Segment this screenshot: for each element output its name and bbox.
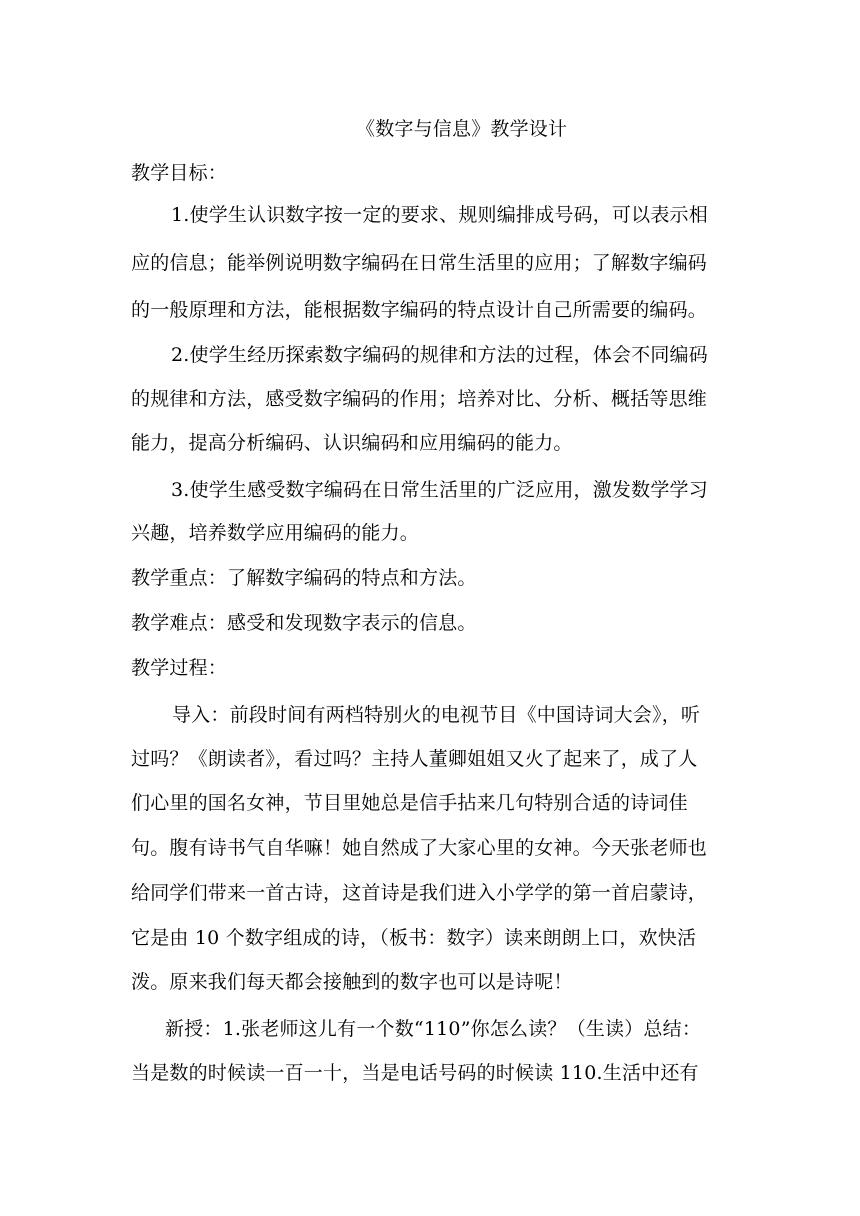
intro-line-2: 过吗？《朗读者》，看过吗？主持人董卿姐姐又火了起来了，成了人	[131, 748, 698, 770]
objective-2-line-1: 2.使学生经历探索数字编码的规律和方法的过程，体会不同编码	[171, 344, 708, 366]
new-lesson-line-1: 新授：1.张老师这儿有一个数“110”你怎么读？（生读）总结：	[165, 1018, 702, 1040]
intro-line-7: 泼。原来我们每天都会接触到的数字也可以是诗呢！	[131, 971, 573, 993]
process-heading: 教学过程：	[131, 657, 228, 679]
objective-3-line-1: 3.使学生感受数字编码在日常生活里的广泛应用，激发数学学习	[171, 479, 708, 501]
objective-2-line-2: 的规律和方法，感受数字编码的作用；培养对比、分析、概括等思维	[131, 388, 708, 410]
new-lesson-line-2: 当是数的时候读一百一十，当是电话号码的时候读 110.生活中还有	[131, 1062, 699, 1084]
objective-1-line-1: 1.使学生认识数字按一定的要求、规则编排成号码，可以表示相	[171, 204, 708, 226]
difficulty: 教学难点：感受和发现数字表示的信息。	[131, 612, 477, 634]
objective-3-line-2: 兴趣，培养数学应用编码的能力。	[131, 522, 420, 544]
intro-line-4: 句。腹有诗书气自华嘛！她自然成了大家心里的女神。今天张老师也	[131, 837, 708, 859]
intro-line-5: 给同学们带来一首古诗，这首诗是我们进入小学学的第一首启蒙诗，	[131, 882, 708, 904]
document-title: 《数字与信息》教学设计	[356, 118, 568, 140]
intro-line-3: 们心里的国名女神，节目里她总是信手拈来几句特别合适的诗词佳	[131, 792, 688, 814]
objectives-heading: 教学目标：	[131, 162, 228, 184]
key-point: 教学重点：了解数字编码的特点和方法。	[131, 567, 477, 589]
intro-line-6: 它是由 10 个数字组成的诗，（板书：数字）读来朗朗上口，欢快活	[131, 927, 697, 949]
objective-1-line-2: 应的信息；能举例说明数字编码在日常生活里的应用；了解数字编码	[131, 252, 708, 274]
intro-line-1: 导入：前段时间有两档特别火的电视节目《中国诗词大会》，听	[172, 704, 701, 726]
objective-1-line-3: 的一般原理和方法，能根据数字编码的特点设计自己所需要的编码。	[131, 299, 708, 321]
objective-2-line-3: 能力，提高分析编码、认识编码和应用编码的能力。	[131, 432, 573, 454]
